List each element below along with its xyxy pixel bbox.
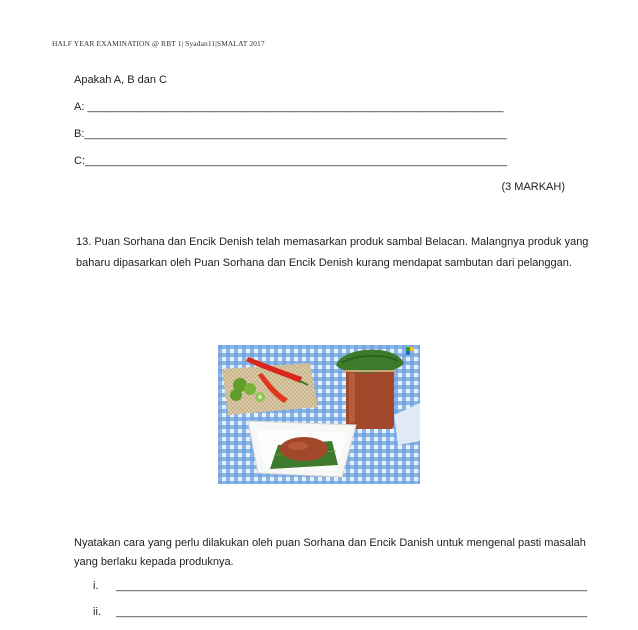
answer-line-i[interactable]: _____________________________________________________________________________ bbox=[116, 580, 588, 592]
instruction-line-2: yang berlaku kepada produknya. bbox=[74, 556, 234, 568]
lime-icon bbox=[244, 383, 256, 395]
page-header: HALF YEAR EXAMINATION @ RBT 1| Syadan11|SMALAT 2017 bbox=[52, 39, 265, 48]
answer-line-a: A: ____________________________________________________________________ bbox=[74, 101, 504, 113]
instruction-line-1: Nyatakan cara yang perlu dilakukan oleh puan Sorhana dan Encik Danish untuk mengenal pasti masalah bbox=[74, 537, 586, 549]
sambal-product-photo bbox=[218, 345, 420, 484]
question-13-line-1: 13. Puan Sorhana dan Encik Denish telah memasarkan produk sambal Belacan. Malangnya produk yang bbox=[76, 236, 589, 248]
answer-line-c: C:_____________________________________________________________________ bbox=[74, 155, 508, 167]
question-13-line-2: baharu dipasarkan oleh Puan Sorhana dan Encik Denish kurang mendapat sambutan dari pelanggan. bbox=[76, 257, 572, 269]
lime-icon bbox=[230, 389, 242, 401]
answer-line-b: B:_____________________________________________________________________ bbox=[74, 128, 507, 140]
answer-numeral-ii: ii. bbox=[93, 606, 101, 618]
marks-label: (3 MARKAH) bbox=[501, 181, 565, 193]
question-prompt: Apakah A, B dan C bbox=[74, 74, 167, 86]
answer-line-ii[interactable]: _____________________________________________________________________________ bbox=[116, 606, 588, 618]
answer-numeral-i: i. bbox=[93, 580, 99, 592]
